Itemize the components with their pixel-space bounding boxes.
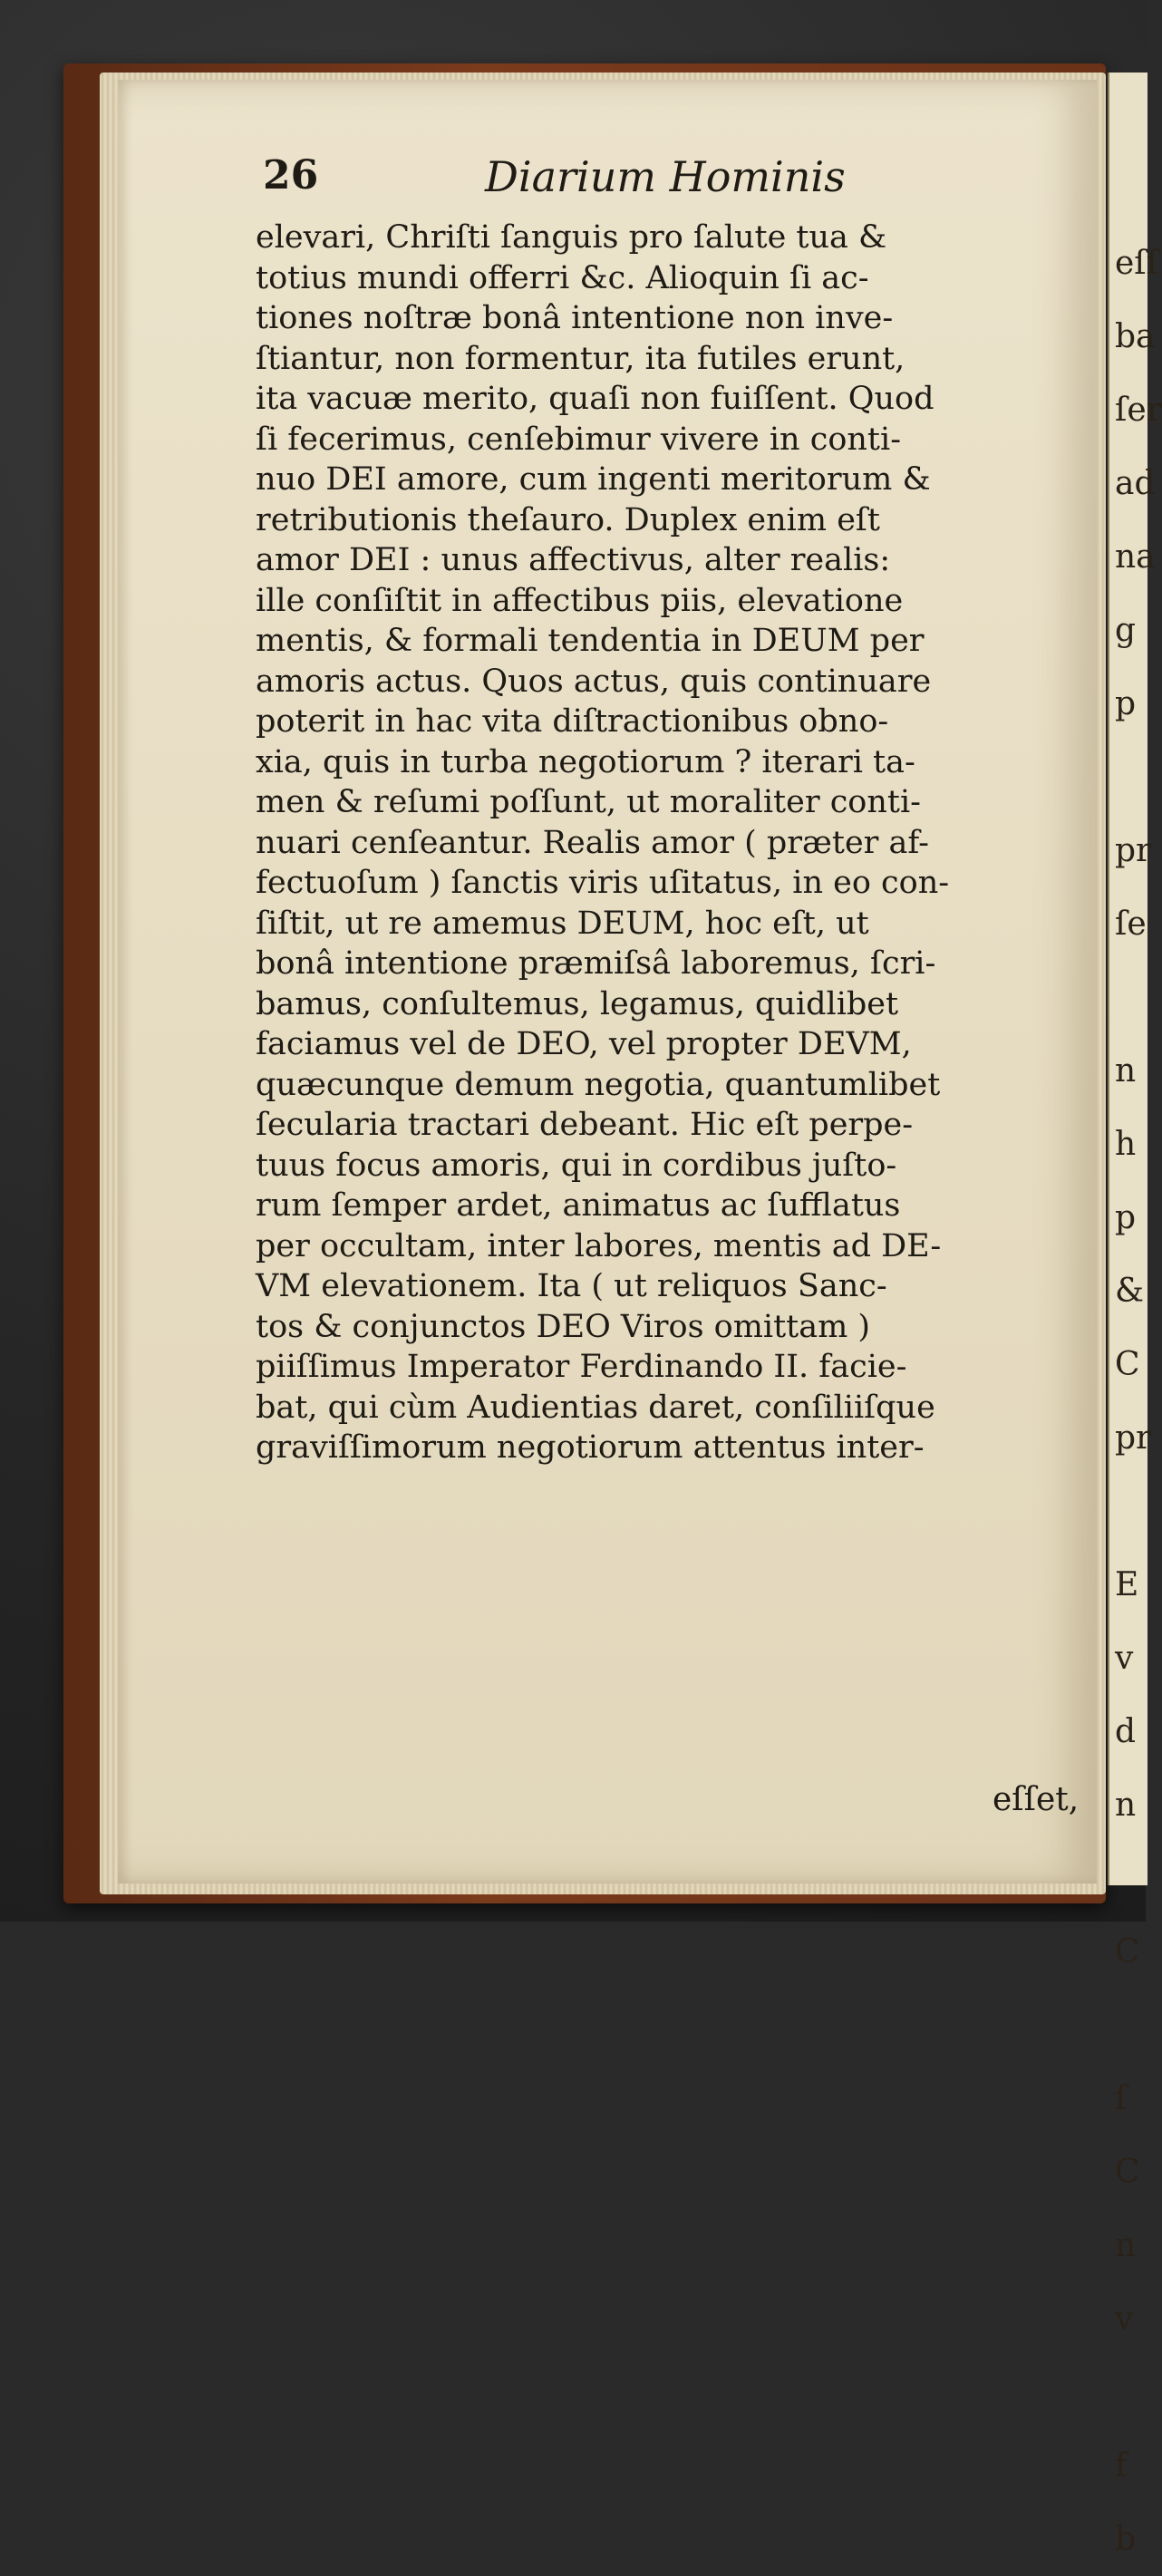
text-line: VM elevationem. Ita ( ut reliquos Sanc- xyxy=(256,1268,887,1304)
text-line: ſiſtit, ut re amemus DEUM, hoc eſt, ut xyxy=(256,905,869,942)
text-line: tuus focus amoris, qui in cordibus juſto- xyxy=(256,1147,897,1184)
text-line: tiones noſtræ bonâ intentione non inve- xyxy=(256,300,894,336)
text-line: ita vacuæ merito, quaſi non fuiſſent. Quod xyxy=(256,381,934,417)
text-line: ſecularia tractari debeant. Hic eſt perpe- xyxy=(256,1107,914,1143)
text-line: ille conſiſtit in affectibus piis, elevatione xyxy=(256,582,904,619)
text-line: tos & conjunctos DEO Viros omittam ) xyxy=(256,1308,871,1345)
text-line: men & reſumi poſſunt, ut moraliter conti- xyxy=(256,784,921,820)
text-line: quæcunque demum negotia, quantumlibet xyxy=(256,1066,941,1103)
text-line: bonâ intentione præmiſsâ laboremus, ſcri- xyxy=(256,945,936,982)
text-line: nuo DEI amore, cum ingenti meritorum & xyxy=(256,461,931,498)
page-number: 26 xyxy=(263,152,319,199)
facing-page-fragments: eſſ ba ſer ad na g p pr ſe n h p & C pr E v d n C ſ C n v f b xyxy=(1115,245,1162,2558)
text-line: mentis, & formali tendentia in DEUM per xyxy=(256,623,925,659)
text-line: totius mundi offerri &c. Alioquin ſi ac- xyxy=(256,259,869,296)
text-line: per occultam, inter labores, mentis ad DE- xyxy=(256,1227,942,1264)
facing-page-edge xyxy=(1108,73,1162,2558)
text-line: faciamus vel de DEO, vel propter DEVM, xyxy=(256,1026,912,1062)
text-line: xia, quis in turba negotiorum ? iterari ta- xyxy=(256,743,915,780)
running-head: Diarium Hominis xyxy=(485,152,846,201)
text-line: ſtiantur, non formentur, ita futiles erunt, xyxy=(256,340,905,377)
text-line: fectuoſum ) ſanctis viris uſitatus, in eo con- xyxy=(256,865,950,901)
body-text xyxy=(256,218,1085,1468)
text-line: rum ſemper ardet, animatus ac ſufflatus xyxy=(256,1187,901,1224)
text-line: amor DEI : unus affectivus, alter realis: xyxy=(256,542,891,578)
text-line: poterit in hac vita diſtractionibus obno- xyxy=(256,703,889,740)
page-header xyxy=(263,152,1079,216)
text-line: piiſſimus Imperator Ferdinando II. facie- xyxy=(256,1349,907,1385)
text-line: graviſſimorum negotiorum attentus inter- xyxy=(256,1429,925,1466)
text-line: nuari cenſeantur. Realis amor ( præter af- xyxy=(256,824,929,861)
catchword: eſſet, xyxy=(993,1781,1080,1818)
text-line: amoris actus. Quos actus, quis continuare xyxy=(256,663,932,700)
text-line: ſi fecerimus, cenſebimur vivere in conti- xyxy=(256,421,902,458)
text-line: retributionis theſauro. Duplex enim eſt xyxy=(256,501,880,538)
text-line: bamus, conſultemus, legamus, quidlibet xyxy=(256,985,899,1022)
text-line: elevari, Chriſti ſanguis pro ſalute tua & xyxy=(256,219,887,256)
text-line: bat, qui cùm Audientias daret, conſiliiſque xyxy=(256,1389,935,1426)
